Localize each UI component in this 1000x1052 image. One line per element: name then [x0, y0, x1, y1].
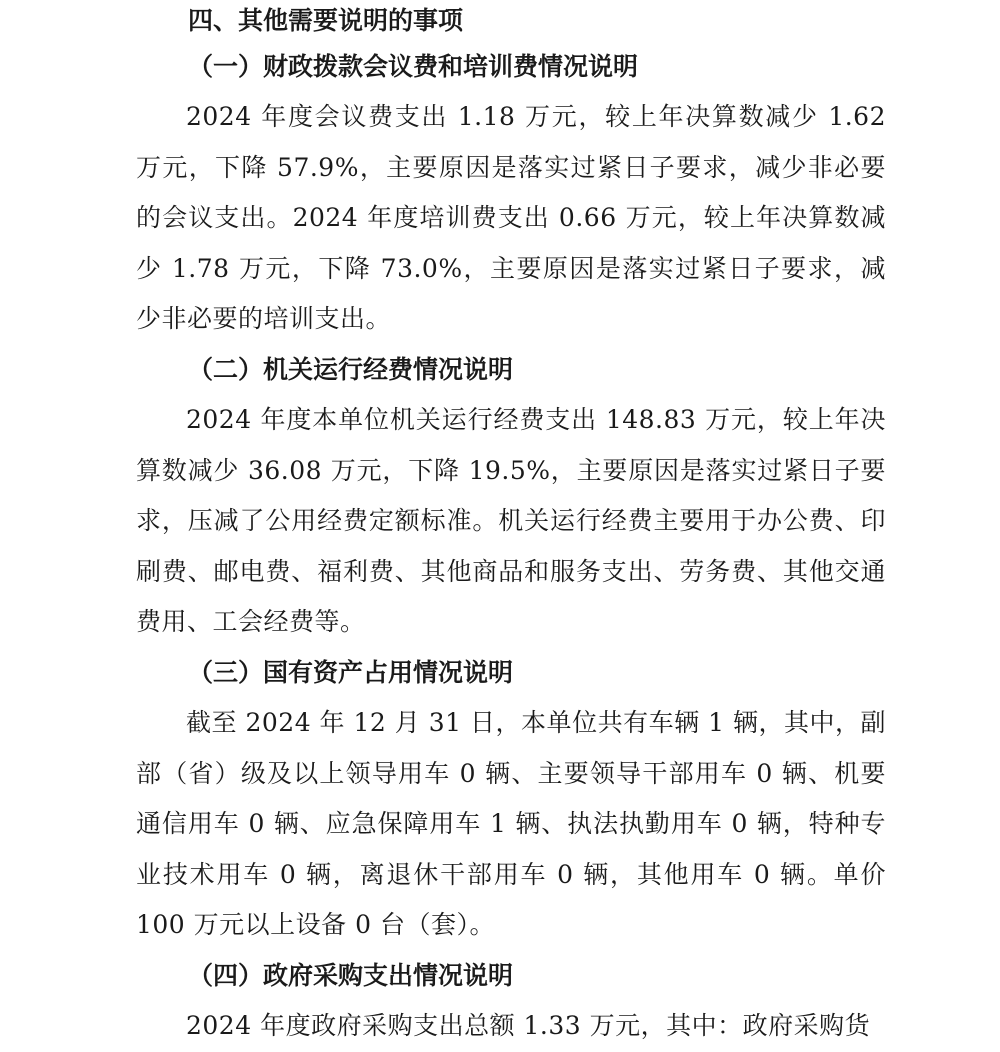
subsection-heading-state-assets: （三）国有资产占用情况说明 [188, 657, 514, 687]
paragraph-operating-funds: 2024 年度本单位机关运行经费支出 148.83 万元，较上年决算数减少 36.08 万元，下降 19.5%，主要原因是落实过紧日子要求，压减了公用经费定额标准。机关运行经费主要用于办公费、印刷费、邮电费、福利费、其他商品和服务支出、劳务费、其他交通费用、工会经费等。 [136, 404, 886, 637]
section-title: 四、其他需要说明的事项 [188, 6, 464, 35]
paragraph-state-assets: 截至 2024 年 12 月 31 日，本单位共有车辆 1 辆，其中，副部（省）级及以上领导用车 0 辆、主要领导干部用车 0 辆、机要通信用车 0 辆、应急保障用车 1 辆、执法执勤用车 0 辆，特种专业技术用车 0 辆，离退休干部用车 0 辆，其他用车 0 辆。单价 100 万元以上设备 0 台（套）。 [136, 707, 886, 940]
subsection-heading-operating-funds: （二）机关运行经费情况说明 [188, 354, 514, 384]
document-page [136, 0, 886, 1052]
subsection-heading-meeting-training: （一）财政拨款会议费和培训费情况说明 [188, 52, 639, 81]
subsection-heading-procurement: （四）政府采购支出情况说明 [188, 960, 514, 990]
paragraph-procurement: 2024 年度政府采购支出总额 1.33 万元，其中：政府采购货 [186, 1010, 871, 1040]
paragraph-meeting-training: 2024 年度会议费支出 1.18 万元，较上年决算数减少 1.62 万元，下降 57.9%，主要原因是落实过紧日子要求，减少非必要的会议支出。2024 年度培训费支出 0.66 万元，较上年决算数减少 1.78 万元，下降 73.0%，主要原因是落实过紧日子要求，减少非必要的培训支出。 [136, 102, 886, 334]
